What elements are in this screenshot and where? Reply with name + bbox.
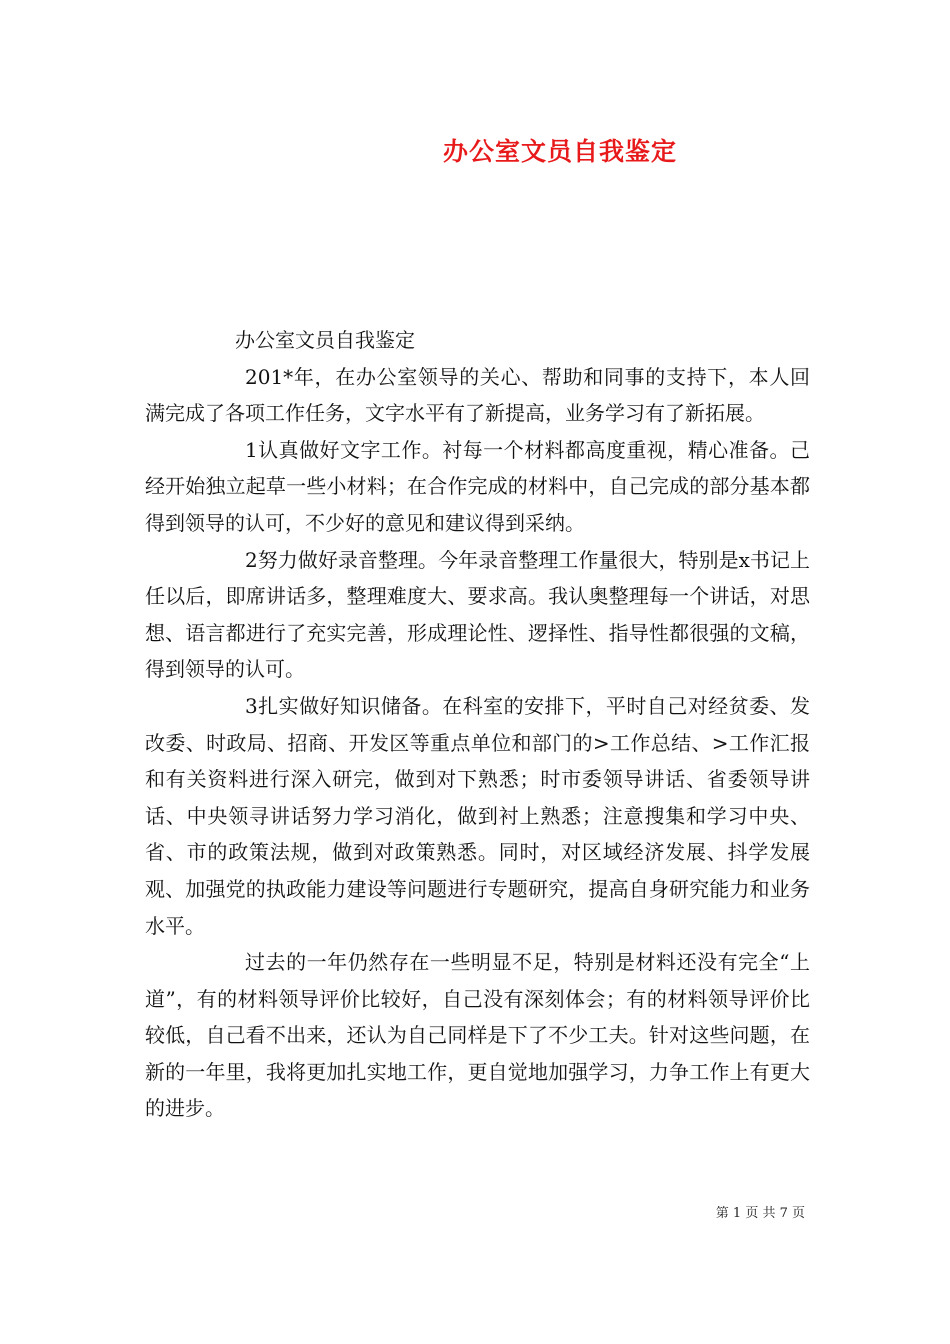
paragraph-item-2: 2努力做好录音整理。今年录音整理工作量很大，特别是x书记上任以后，即席讲话多，整理难度大、要求高。我认奥整理每一个讲话，对思想、语言都进行了充实完善，形成理论性、逻择性、指导性都很强的文稿，得到领导的认可。: [145, 547, 810, 682]
body-heading: 办公室文员自我鉴定: [235, 328, 415, 352]
document-title: 办公室文员自我鉴定: [442, 137, 677, 166]
document-body: [145, 322, 810, 1127]
paragraph-conclusion: 过去的一年仍然存在一些明显不足，特别是材料还没有完全“上道”，有的材料领导评价比较好，自己没有深刻体会；有的材料领导评价比较低，自己看不出来，还认为自己同样是下了不少工夫。针对这些问题，在新的一年里，我将更加扎实地工作，更自觉地加强学习，力争工作上有更大的进步。: [145, 950, 810, 1121]
page-number-footer: 第 1 页 共 7 页: [715, 1206, 805, 1221]
paragraph-item-1: 1认真做好文字工作。衬每一个材料都高度重视，精心准备。己经开始独立起草一些小材料；在合作完成的材料中，自己完成的部分基本都得到领导的认可，不少好的意见和建议得到采纳。: [145, 437, 810, 535]
paragraph-item-3: 3扎实做好知识储备。在科室的安排下，平时自己对经贫委、发改委、时政局、招商、开发区等重点单位和部门的>工作总结、>工作汇报和有关资料进行深入研完，做到对下熟悉；时市委领导讲话、省委领导讲话、中央领寻讲话努力学习消化，做到衬上熟悉；注意搜集和学习中央、省、市的政策法规，做到对政策熟悉。同时，对区域经济发展、抖学发展观、加强党的执政能力建设等问题进行专题研究，提高自身研究能力和业务水平。: [145, 693, 810, 938]
paragraph-intro: 201*年，在办公室领导的关心、帮助和同事的支持下，本人回满完成了各项工作任务，文字水平有了新提高，业务学习有了新拓展。: [145, 364, 810, 426]
